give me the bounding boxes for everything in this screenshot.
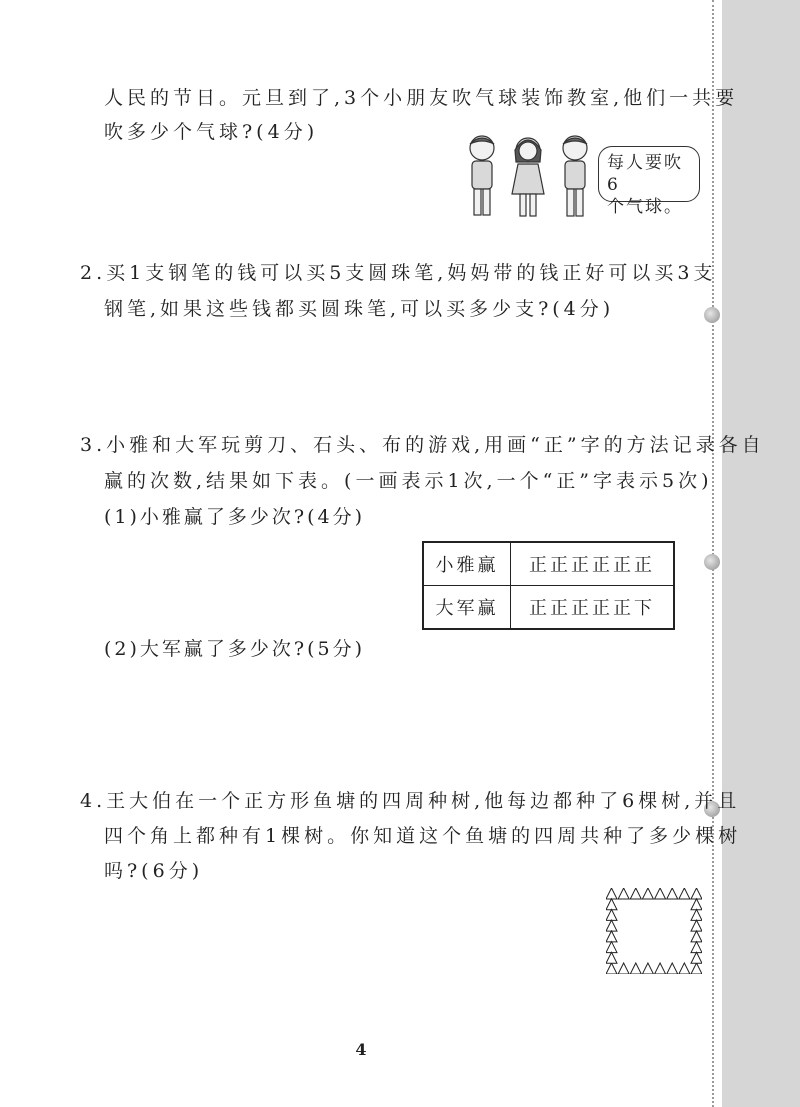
tree-icon (618, 963, 629, 974)
tree-icon (606, 888, 617, 899)
tree-icon (606, 952, 617, 963)
speech-line-2: 个气球。 (607, 197, 683, 217)
tree-icon (655, 888, 666, 899)
tally-marks: 正正正正正正 (511, 542, 675, 586)
tree-icon (642, 963, 653, 974)
q4-line-3: 吗?(6分) (104, 860, 204, 882)
tree-icon (691, 931, 702, 942)
q1-line-1: 人民的节日。元旦到了,3个小朋友吹气球装饰教室,他们一共要 (104, 87, 739, 109)
tree-icon (642, 888, 653, 899)
tree-icon (630, 963, 641, 974)
q3-line-2: 赢的次数,结果如下表。(一画表示1次,一个“正”字表示5次) (104, 470, 713, 492)
tree-icon (679, 888, 690, 899)
tree-icon (691, 909, 702, 920)
q3-sub-2: (2)大军赢了多少次?(5分) (104, 638, 366, 660)
binding-margin (722, 0, 800, 1107)
fish-pond-diagram (606, 888, 702, 974)
tally-table (422, 541, 675, 630)
binding-hole (704, 554, 720, 570)
player-name: 小雅赢 (423, 542, 511, 586)
tree-icon (606, 909, 617, 920)
page-number: 4 (355, 1040, 367, 1059)
q4-line-2: 四个角上都种有1棵树。你知道这个鱼塘的四周共种了多少棵树 (104, 825, 742, 847)
tree-icon (606, 899, 617, 910)
tree-icon (667, 963, 678, 974)
q2-line-2: 钢笔,如果这些钱都买圆珠笔,可以买多少支?(4分) (104, 298, 615, 320)
tree-icon (667, 888, 678, 899)
binding-hole (704, 307, 720, 323)
tree-icon (679, 963, 690, 974)
speech-line-1: 每人要吹6 (607, 153, 683, 195)
q2-line-1: 2.买1支钢笔的钱可以买5支圆珠笔,妈妈带的钱正好可以买3支 (80, 262, 717, 284)
tree-icon (691, 963, 702, 974)
tree-icon (606, 931, 617, 942)
q1-line-2: 吹多少个气球?(4分) (104, 121, 319, 143)
children-illustration (460, 130, 615, 225)
table-row (423, 542, 674, 586)
player-name: 大军赢 (423, 586, 511, 630)
q3-line-1: 3.小雅和大军玩剪刀、石头、布的游戏,用画“正”字的方法记录各自 (80, 434, 765, 456)
tree-icon (630, 888, 641, 899)
tree-icon (691, 952, 702, 963)
tree-icon (606, 963, 617, 974)
tree-icon (691, 899, 702, 910)
tree-icon (655, 963, 666, 974)
tree-icon (618, 888, 629, 899)
table-row (423, 586, 674, 630)
tree-icon (691, 920, 702, 931)
tree-icon (691, 942, 702, 953)
tree-icon (606, 920, 617, 931)
tally-marks: 正正正正正下 (511, 586, 675, 630)
q4-line-1: 4.王大伯在一个正方形鱼塘的四周种树,他每边都种了6棵树,并且 (80, 790, 741, 812)
tree-icon (606, 942, 617, 953)
tree-icon (691, 888, 702, 899)
speech-bubble (598, 146, 700, 217)
q3-sub-1: (1)小雅赢了多少次?(4分) (104, 506, 366, 528)
